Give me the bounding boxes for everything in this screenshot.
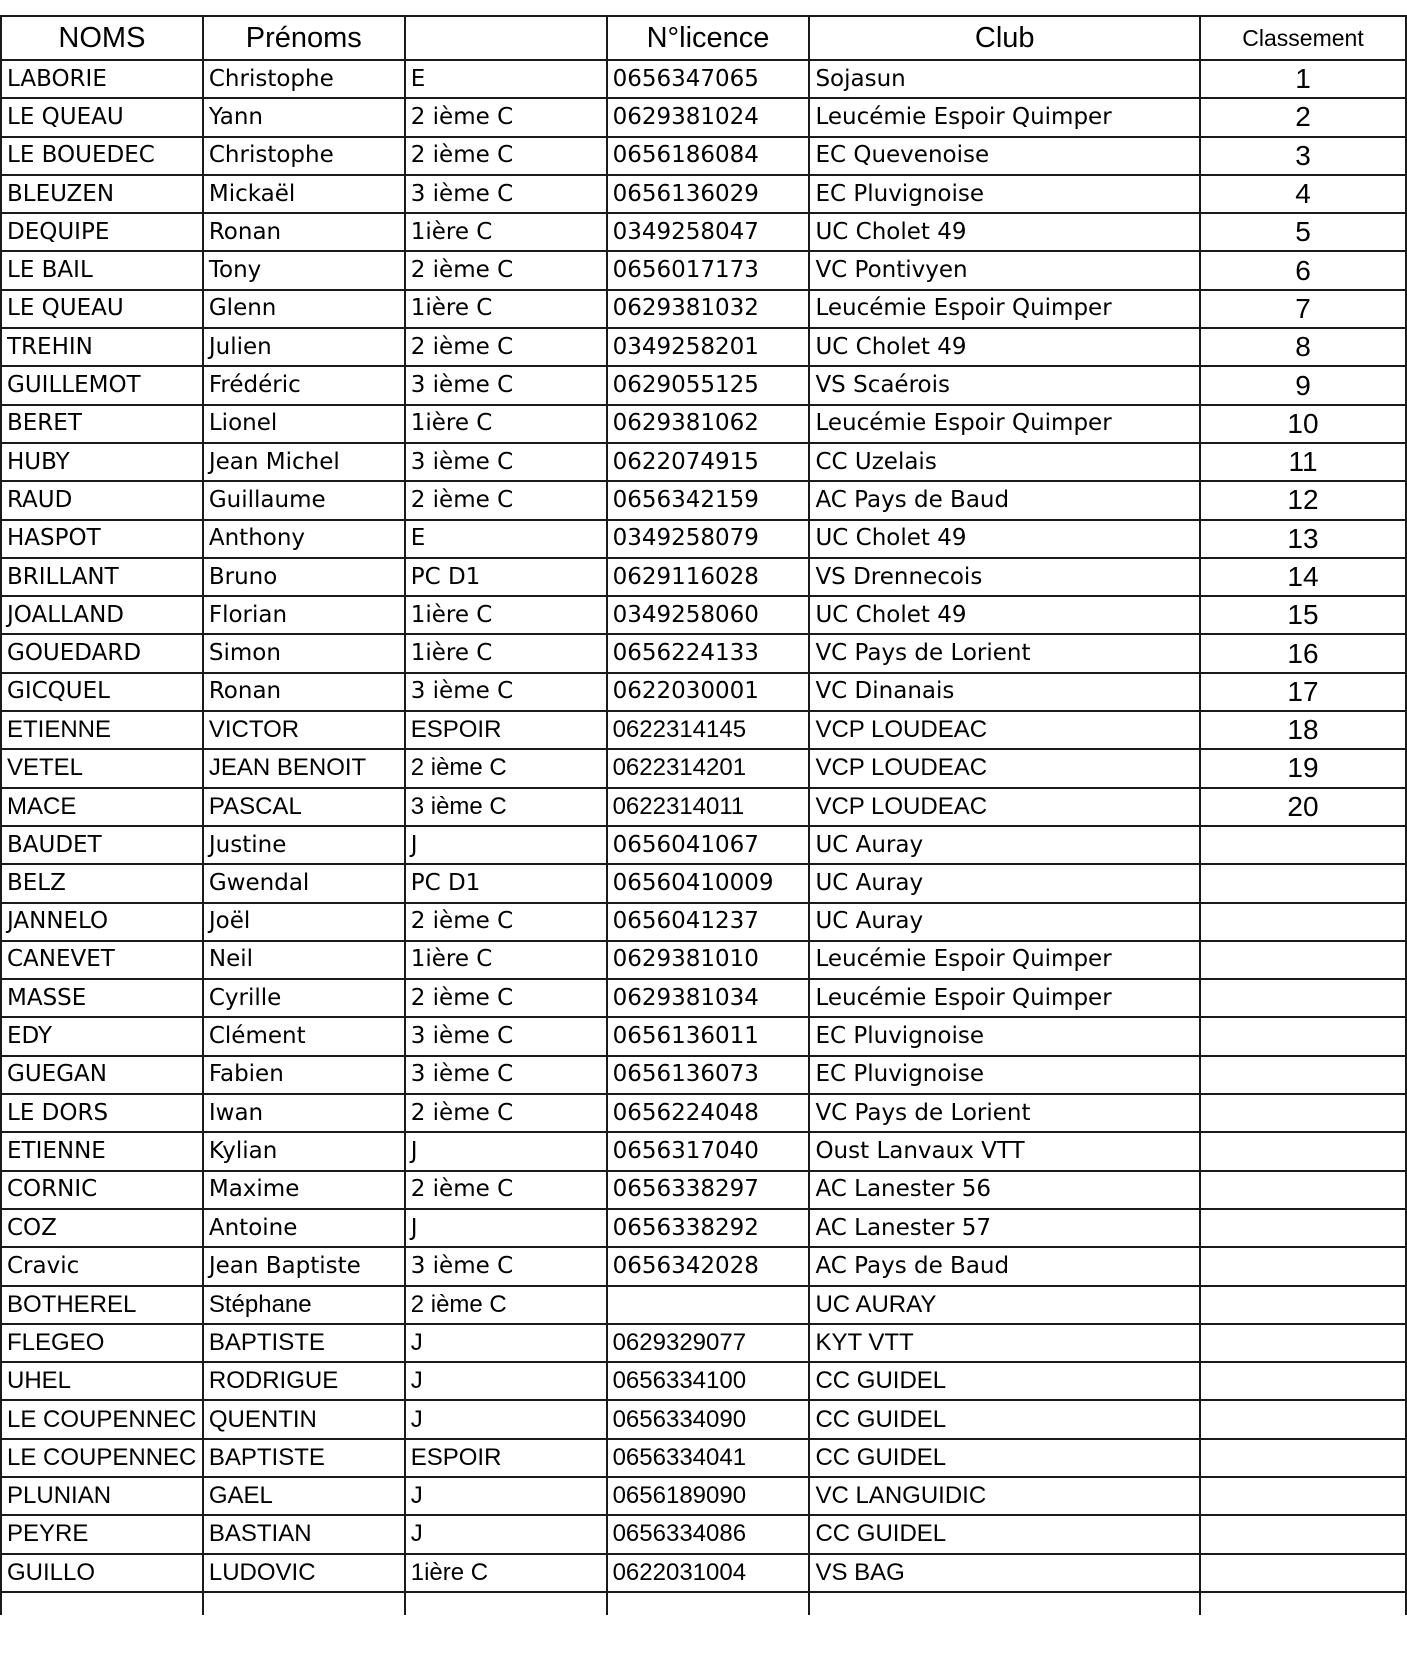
cell-classement <box>1200 826 1406 864</box>
column-header-category <box>405 16 607 60</box>
cell-nom: TREHIN <box>1 328 203 366</box>
table-row <box>1 596 1406 634</box>
cell-prenom: Fabien <box>203 1056 405 1094</box>
cell-club: CC Uzelais <box>809 443 1200 481</box>
table-row <box>1 558 1406 596</box>
cell-prenom: BASTIAN <box>203 1515 405 1553</box>
table-row <box>1 826 1406 864</box>
cell-licence: 0629381062 <box>607 405 810 443</box>
cell-category: 2 ième C <box>405 1094 607 1132</box>
cell-classement <box>1200 1439 1406 1477</box>
table-row <box>1 1439 1406 1477</box>
cell-nom: VETEL <box>1 749 203 787</box>
cell-prenom: Jean Michel <box>203 443 405 481</box>
cell-category: 3 ième C <box>405 788 607 826</box>
cell-licence: 0656041067 <box>607 826 810 864</box>
cell-classement: 14 <box>1200 558 1406 596</box>
cell-club: Leucémie Espoir Quimper <box>809 405 1200 443</box>
cell-category: 1ière C <box>405 634 607 672</box>
cell-licence: 0622031004 <box>607 1554 810 1592</box>
cell-licence: 0622030001 <box>607 673 810 711</box>
table-row <box>1 98 1406 136</box>
cell-prenom: Cyrille <box>203 979 405 1017</box>
cell-classement <box>1200 1171 1406 1209</box>
cell-club: UC Auray <box>809 826 1200 864</box>
cell-club: CC GUIDEL <box>809 1439 1200 1477</box>
cell-nom: BRILLANT <box>1 558 203 596</box>
cell-classement <box>1200 1247 1406 1285</box>
cell-prenom: LUDOVIC <box>203 1554 405 1592</box>
cell-classement <box>1200 1286 1406 1324</box>
cell-club: UC Cholet 49 <box>809 520 1200 558</box>
cell-category: J <box>405 1477 607 1515</box>
cell-licence: 0656347065 <box>607 60 810 98</box>
cell-classement: 2 <box>1200 98 1406 136</box>
cell-licence: 0656338297 <box>607 1171 810 1209</box>
cell-club: VCP LOUDEAC <box>809 749 1200 787</box>
cell-prenom: Anthony <box>203 520 405 558</box>
cell-club: UC Auray <box>809 903 1200 941</box>
table-row <box>1 443 1406 481</box>
cell-club: CC GUIDEL <box>809 1400 1200 1438</box>
cell-classement: 17 <box>1200 673 1406 711</box>
cell-category: 3 ième C <box>405 1247 607 1285</box>
table-row <box>1 290 1406 328</box>
cell-prenom: Justine <box>203 826 405 864</box>
cell-nom: ETIENNE <box>1 711 203 749</box>
cell-classement <box>1200 1477 1406 1515</box>
cell-licence: 0656317040 <box>607 1132 810 1170</box>
table-header <box>1 16 1406 60</box>
cell-classement: 16 <box>1200 634 1406 672</box>
cell-category: E <box>405 520 607 558</box>
cell-classement: 3 <box>1200 137 1406 175</box>
cell-classement: 8 <box>1200 328 1406 366</box>
cell-prenom: QUENTIN <box>203 1400 405 1438</box>
cell-category: 2 ième C <box>405 98 607 136</box>
cell-prenom: PASCAL <box>203 788 405 826</box>
cell-classement <box>1200 864 1406 902</box>
cell-category: 2 ième C <box>405 979 607 1017</box>
table-row <box>1 1247 1406 1285</box>
cell-category: ESPOIR <box>405 1439 607 1477</box>
cell-prenom: Gwendal <box>203 864 405 902</box>
table-row <box>1 864 1406 902</box>
cell-category: 2 ième C <box>405 903 607 941</box>
table-row <box>1 903 1406 941</box>
cell-prenom: Florian <box>203 596 405 634</box>
cell-category: PC D1 <box>405 864 607 902</box>
cell-classement <box>1200 1324 1406 1362</box>
cell-nom: MACE <box>1 788 203 826</box>
table-row <box>1 1132 1406 1170</box>
column-header-prenoms: Prénoms <box>203 16 405 60</box>
table-row <box>1 60 1406 98</box>
cell-nom: BELZ <box>1 864 203 902</box>
cell-nom: BERET <box>1 405 203 443</box>
cell-category: 1ière C <box>405 405 607 443</box>
cell-licence: 0656334086 <box>607 1515 810 1553</box>
table-row <box>1 1017 1406 1055</box>
cell-classement: 19 <box>1200 749 1406 787</box>
cell-prenom: Glenn <box>203 290 405 328</box>
cell-classement: 6 <box>1200 251 1406 289</box>
cell-licence: 0656224133 <box>607 634 810 672</box>
cell-club: AC Pays de Baud <box>809 1247 1200 1285</box>
cell-classement <box>1200 941 1406 979</box>
table-body <box>1 60 1406 1615</box>
cell-licence: 0629329077 <box>607 1324 810 1362</box>
cell-prenom: Clément <box>203 1017 405 1055</box>
cell-nom: MASSE <box>1 979 203 1017</box>
column-header-classement: Classement <box>1200 16 1406 60</box>
cell-club: VS BAG <box>809 1554 1200 1592</box>
cell-nom: PLUNIAN <box>1 1477 203 1515</box>
cell-prenom: Mickaël <box>203 175 405 213</box>
cell-club: VCP LOUDEAC <box>809 788 1200 826</box>
table-row <box>1 1515 1406 1553</box>
cell-nom: GOUEDARD <box>1 634 203 672</box>
cell-prenom: Simon <box>203 634 405 672</box>
cell-prenom: Antoine <box>203 1209 405 1247</box>
cell-licence: 0656136029 <box>607 175 810 213</box>
cell-club: KYT VTT <box>809 1324 1200 1362</box>
table-row-empty <box>1 1592 1406 1615</box>
cell-classement: 13 <box>1200 520 1406 558</box>
cell-prenom: Jean Baptiste <box>203 1247 405 1285</box>
cell-category: E <box>405 60 607 98</box>
cell-empty <box>203 1592 405 1615</box>
cell-category: J <box>405 1515 607 1553</box>
cell-category: J <box>405 1209 607 1247</box>
cell-classement: 15 <box>1200 596 1406 634</box>
cell-nom: DEQUIPE <box>1 213 203 251</box>
cell-club: AC Pays de Baud <box>809 481 1200 519</box>
cell-nom: LE BAIL <box>1 251 203 289</box>
cell-nom: BLEUZEN <box>1 175 203 213</box>
cell-club: Sojasun <box>809 60 1200 98</box>
cell-prenom: Christophe <box>203 60 405 98</box>
column-header-noms: NOMS <box>1 16 203 60</box>
cell-nom: BAUDET <box>1 826 203 864</box>
cell-prenom: BAPTISTE <box>203 1439 405 1477</box>
cell-club: EC Pluvignoise <box>809 1017 1200 1055</box>
table-row <box>1 1477 1406 1515</box>
cell-club: EC Quevenoise <box>809 137 1200 175</box>
cell-category: PC D1 <box>405 558 607 596</box>
cell-licence: 0656334090 <box>607 1400 810 1438</box>
cell-nom: LE BOUEDEC <box>1 137 203 175</box>
table-row <box>1 634 1406 672</box>
cell-licence: 0349258079 <box>607 520 810 558</box>
cell-category: J <box>405 1400 607 1438</box>
cell-nom: LE COUPENNEC <box>1 1439 203 1477</box>
cell-licence: 0656342028 <box>607 1247 810 1285</box>
cell-nom: Cravic <box>1 1247 203 1285</box>
cell-category: 1ière C <box>405 213 607 251</box>
cell-category: 2 ième C <box>405 1286 607 1324</box>
cell-club: Leucémie Espoir Quimper <box>809 941 1200 979</box>
cell-licence: 0349258047 <box>607 213 810 251</box>
cell-club: VC Dinanais <box>809 673 1200 711</box>
cell-empty <box>1200 1592 1406 1615</box>
table-row <box>1 251 1406 289</box>
cell-nom: RAUD <box>1 481 203 519</box>
cell-licence: 0629381032 <box>607 290 810 328</box>
cell-prenom: Ronan <box>203 213 405 251</box>
cell-prenom: Stéphane <box>203 1286 405 1324</box>
cell-classement <box>1200 903 1406 941</box>
cell-category: J <box>405 826 607 864</box>
cell-nom: GICQUEL <box>1 673 203 711</box>
cell-licence: 0349258201 <box>607 328 810 366</box>
cell-nom: BOTHEREL <box>1 1286 203 1324</box>
cell-classement: 7 <box>1200 290 1406 328</box>
cell-club: VS Scaérois <box>809 366 1200 404</box>
table-row <box>1 328 1406 366</box>
cell-licence: 0656186084 <box>607 137 810 175</box>
cell-classement: 10 <box>1200 405 1406 443</box>
cell-category: 2 ième C <box>405 251 607 289</box>
cell-prenom: VICTOR <box>203 711 405 749</box>
table-row <box>1 1209 1406 1247</box>
cell-licence: 06560410009 <box>607 864 810 902</box>
column-header-licence: N°licence <box>607 16 810 60</box>
cell-licence: 0656041237 <box>607 903 810 941</box>
cell-prenom: Iwan <box>203 1094 405 1132</box>
cell-classement <box>1200 979 1406 1017</box>
cell-nom: ETIENNE <box>1 1132 203 1170</box>
cell-category: 3 ième C <box>405 1056 607 1094</box>
cell-nom: HASPOT <box>1 520 203 558</box>
table-row <box>1 520 1406 558</box>
cell-licence: 0622314201 <box>607 749 810 787</box>
cell-club: UC Cholet 49 <box>809 213 1200 251</box>
cell-category: 1ière C <box>405 596 607 634</box>
cell-licence: 0622074915 <box>607 443 810 481</box>
cell-classement <box>1200 1094 1406 1132</box>
cell-licence: 0656189090 <box>607 1477 810 1515</box>
results-table <box>0 15 1407 1615</box>
cell-club: CC GUIDEL <box>809 1362 1200 1400</box>
cell-licence: 0629055125 <box>607 366 810 404</box>
cell-licence: 0629381010 <box>607 941 810 979</box>
cell-nom: GUILLO <box>1 1554 203 1592</box>
cell-licence <box>607 1286 810 1324</box>
table-row <box>1 941 1406 979</box>
table-row <box>1 1286 1406 1324</box>
table-row <box>1 175 1406 213</box>
table-row <box>1 1324 1406 1362</box>
cell-category: J <box>405 1132 607 1170</box>
cell-licence: 0656224048 <box>607 1094 810 1132</box>
cell-classement <box>1200 1056 1406 1094</box>
cell-nom: PEYRE <box>1 1515 203 1553</box>
cell-empty <box>607 1592 810 1615</box>
cell-classement <box>1200 1515 1406 1553</box>
table-row <box>1 1362 1406 1400</box>
cell-category: 1ière C <box>405 290 607 328</box>
table-row <box>1 366 1406 404</box>
cell-nom: GUILLEMOT <box>1 366 203 404</box>
cell-nom: CORNIC <box>1 1171 203 1209</box>
cell-nom: CANEVET <box>1 941 203 979</box>
cell-nom: COZ <box>1 1209 203 1247</box>
cell-licence: 0629116028 <box>607 558 810 596</box>
cell-category: 2 ième C <box>405 749 607 787</box>
cell-category: 2 ième C <box>405 481 607 519</box>
cell-category: 2 ième C <box>405 1171 607 1209</box>
cell-classement: 9 <box>1200 366 1406 404</box>
cell-classement <box>1200 1400 1406 1438</box>
cell-nom: UHEL <box>1 1362 203 1400</box>
table-row <box>1 1056 1406 1094</box>
cell-empty <box>1 1592 203 1615</box>
table-row <box>1 1400 1406 1438</box>
cell-club: AC Lanester 57 <box>809 1209 1200 1247</box>
cell-category: 3 ième C <box>405 366 607 404</box>
table-row <box>1 137 1406 175</box>
cell-licence: 0656017173 <box>607 251 810 289</box>
cell-nom: LE QUEAU <box>1 290 203 328</box>
cell-prenom: BAPTISTE <box>203 1324 405 1362</box>
cell-classement: 1 <box>1200 60 1406 98</box>
table-row <box>1 711 1406 749</box>
cell-licence: 0656136073 <box>607 1056 810 1094</box>
cell-club: VCP LOUDEAC <box>809 711 1200 749</box>
cell-prenom: Neil <box>203 941 405 979</box>
cell-club: CC GUIDEL <box>809 1515 1200 1553</box>
cell-club: VC Pays de Lorient <box>809 634 1200 672</box>
cell-nom: GUEGAN <box>1 1056 203 1094</box>
cell-club: EC Pluvignoise <box>809 175 1200 213</box>
cell-licence: 0656334041 <box>607 1439 810 1477</box>
cell-prenom: Julien <box>203 328 405 366</box>
cell-nom: EDY <box>1 1017 203 1055</box>
cell-category: 1ière C <box>405 1554 607 1592</box>
cell-club: EC Pluvignoise <box>809 1056 1200 1094</box>
cell-category: J <box>405 1362 607 1400</box>
cell-nom: HUBY <box>1 443 203 481</box>
cell-licence: 0656334100 <box>607 1362 810 1400</box>
cell-prenom: Bruno <box>203 558 405 596</box>
cell-category: 3 ième C <box>405 673 607 711</box>
cell-classement: 5 <box>1200 213 1406 251</box>
cell-empty <box>405 1592 607 1615</box>
cell-club: UC Auray <box>809 864 1200 902</box>
table-row <box>1 1171 1406 1209</box>
cell-classement <box>1200 1362 1406 1400</box>
cell-club: Oust Lanvaux VTT <box>809 1132 1200 1170</box>
cell-prenom: Frédéric <box>203 366 405 404</box>
table-row <box>1 405 1406 443</box>
cell-category: 3 ième C <box>405 1017 607 1055</box>
cell-nom: LE COUPENNEC <box>1 1400 203 1438</box>
cell-club: AC Lanester 56 <box>809 1171 1200 1209</box>
cell-club: VC Pays de Lorient <box>809 1094 1200 1132</box>
cell-club: Leucémie Espoir Quimper <box>809 979 1200 1017</box>
cell-category: 1ière C <box>405 941 607 979</box>
cell-empty <box>809 1592 1200 1615</box>
cell-club: UC Cholet 49 <box>809 328 1200 366</box>
cell-licence: 0629381024 <box>607 98 810 136</box>
cell-category: 2 ième C <box>405 328 607 366</box>
cell-classement <box>1200 1209 1406 1247</box>
cell-category: J <box>405 1324 607 1362</box>
cell-category: 3 ième C <box>405 175 607 213</box>
cell-nom: JANNELO <box>1 903 203 941</box>
cell-licence: 0622314011 <box>607 788 810 826</box>
cell-classement <box>1200 1132 1406 1170</box>
table-row <box>1 788 1406 826</box>
cell-club: Leucémie Espoir Quimper <box>809 98 1200 136</box>
cell-licence: 0349258060 <box>607 596 810 634</box>
cell-category: 2 ième C <box>405 137 607 175</box>
cell-club: UC Cholet 49 <box>809 596 1200 634</box>
table-row <box>1 481 1406 519</box>
cell-classement <box>1200 1017 1406 1055</box>
cell-category: 3 ième C <box>405 443 607 481</box>
cell-category: ESPOIR <box>405 711 607 749</box>
cell-club: VS Drennecois <box>809 558 1200 596</box>
cell-club: UC AURAY <box>809 1286 1200 1324</box>
table-row <box>1 979 1406 1017</box>
cell-licence: 0656136011 <box>607 1017 810 1055</box>
cell-prenom: Maxime <box>203 1171 405 1209</box>
table-row <box>1 673 1406 711</box>
cell-club: VC LANGUIDIC <box>809 1477 1200 1515</box>
cell-prenom: JEAN BENOIT <box>203 749 405 787</box>
cell-prenom: Tony <box>203 251 405 289</box>
cell-nom: FLEGEO <box>1 1324 203 1362</box>
cell-club: VC Pontivyen <box>809 251 1200 289</box>
cell-prenom: Lionel <box>203 405 405 443</box>
cell-classement: 18 <box>1200 711 1406 749</box>
cell-classement: 12 <box>1200 481 1406 519</box>
cell-prenom: Christophe <box>203 137 405 175</box>
cell-prenom: Kylian <box>203 1132 405 1170</box>
cell-nom: LABORIE <box>1 60 203 98</box>
cell-prenom: Guillaume <box>203 481 405 519</box>
cell-licence: 0656338292 <box>607 1209 810 1247</box>
cell-prenom: RODRIGUE <box>203 1362 405 1400</box>
cell-prenom: Joël <box>203 903 405 941</box>
header-row <box>1 16 1406 60</box>
table-row <box>1 749 1406 787</box>
table-row <box>1 213 1406 251</box>
cell-licence: 0622314145 <box>607 711 810 749</box>
cell-classement: 20 <box>1200 788 1406 826</box>
cell-nom: LE DORS <box>1 1094 203 1132</box>
table-row <box>1 1554 1406 1592</box>
cell-prenom: GAEL <box>203 1477 405 1515</box>
cell-classement <box>1200 1554 1406 1592</box>
cell-prenom: Yann <box>203 98 405 136</box>
column-header-club: Club <box>809 16 1200 60</box>
cell-prenom: Ronan <box>203 673 405 711</box>
cell-nom: JOALLAND <box>1 596 203 634</box>
table-row <box>1 1094 1406 1132</box>
cell-club: Leucémie Espoir Quimper <box>809 290 1200 328</box>
cell-licence: 0629381034 <box>607 979 810 1017</box>
cell-classement: 4 <box>1200 175 1406 213</box>
cell-licence: 0656342159 <box>607 481 810 519</box>
cell-classement: 11 <box>1200 443 1406 481</box>
cell-nom: LE QUEAU <box>1 98 203 136</box>
